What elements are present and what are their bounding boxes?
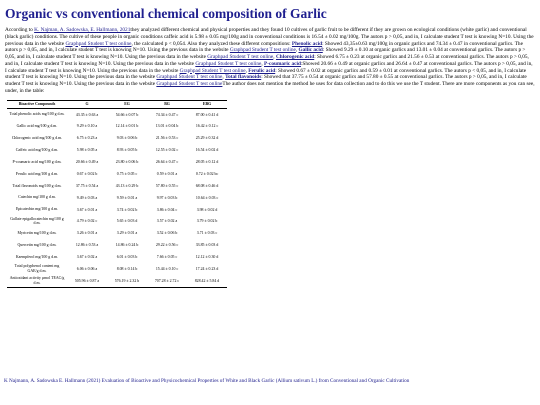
phenolic-text: : Showed 43,35±0.63 mg/100g in organic garlics and 74.34 ± 0.47 in conventional garlics. The autors p > 0,05, and in, I calculate student T test is knowing N=10. Using the previous data in the website: [5, 40, 523, 54]
ebg-cell: 828.42 ± 5.84 d: [187, 275, 227, 287]
g-cell: 12.86 ± 0.53 a: [75, 243, 99, 248]
ebg-cell: 25.29 ± 0.32 d: [195, 136, 219, 141]
g-cell: 505.96 ± 0.87 a: [67, 275, 107, 287]
eg-cell: 8.93 ± 0.05 b: [116, 148, 138, 153]
table-row: [7, 204, 227, 216]
g-cell: 3.67 ± 0.01 a: [76, 207, 98, 212]
compound-cell: Kaempferol mg/100 g d.m.: [15, 254, 59, 259]
compound-cell: Myricetin mg/100 g d.m.: [17, 231, 57, 236]
bg-cell: 12.55 ± 0.02 c: [155, 148, 179, 153]
compound-cell: Caffeic acid mg/100 g d.m.: [15, 147, 59, 152]
ebg-cell: 16.42 ± 0.12 c: [195, 124, 219, 129]
composition-table-wrapper: [7, 100, 535, 288]
bg-cell: 0.59 ± 0.01 a: [156, 171, 178, 176]
flavonoids-text: : Showed that 37.75 ± 0.54 at organic garlics and 57.80 ± 0.55 at conventional garlics. The autors p > 0,05, and in, I calculate student T test is knowing N=10. Using the previous data in the website: [5, 74, 527, 88]
g-cell: 37.75 ± 0.54 a: [75, 183, 99, 188]
compound-cell: Antioxidant activity µmol TEAC/g d.m.: [7, 275, 67, 287]
page-title: Organic vs conventional chemical composition of Garlic: [5, 6, 327, 21]
bg-cell: 13.01 ± 0.04 b: [155, 124, 179, 129]
ebg-cell: 16.54 ± 0.02 d: [195, 148, 219, 153]
table-header-row: [7, 100, 227, 108]
eg-cell: 576.19 ± 2.32 b: [107, 275, 147, 287]
t-test-link[interactable]: Graphpad Student T test online: [207, 54, 274, 61]
table-row: [7, 156, 227, 168]
table-row: [7, 192, 227, 204]
bg-cell: 3.52 ± 0.06 b: [156, 231, 178, 236]
t-test-link[interactable]: Graphpad Student T test online: [179, 67, 246, 74]
t-test-link[interactable]: Graphpad Student T test online: [195, 60, 262, 67]
compound-cell: Catechin mg/100 g d.m.: [18, 195, 56, 200]
table-row: [7, 275, 227, 287]
g-cell: 3.67 ± 0.02 a: [76, 255, 98, 260]
eg-cell: 5.65 ± 0.03 d: [116, 219, 138, 224]
g-cell: 20.66 ± 0.49 a: [75, 160, 99, 165]
ebg-cell: 3.79 ± 0.02 b: [196, 219, 218, 224]
bg-cell: 3.86 ± 0.04 c: [156, 207, 178, 212]
table-row: [7, 132, 227, 144]
table-row: [7, 180, 227, 192]
eg-cell: 9.03 ± 0.06 b: [116, 136, 138, 141]
table-row: [7, 216, 227, 228]
eg-cell: 43.13 ± 0.29 b: [115, 183, 139, 188]
table-row: [7, 251, 227, 263]
intro-paragraph: [5, 27, 535, 95]
ferulic-label: Ferulic acid: [248, 67, 276, 74]
compound-cell: Epicatechin mg/100 g d.m.: [15, 207, 59, 212]
table-row: [7, 108, 227, 120]
compound-cell: Total polyphenol content mg GAE/g d.m.: [14, 264, 60, 273]
g-cell: 0.67 ± 0.02 b: [76, 171, 98, 176]
pcoumaric-text: :Showed 20.66 ± 0.49 at organic garlics and 26.64 ± 0.47 at conventional garlics. The autors p > 0,05, and in, I calculate student T test is knowing N=10. Using the previous data in the website: [5, 60, 533, 74]
eg-cell: 3.29 ± 0.01 a: [116, 231, 138, 236]
eg-cell: 23.80 ± 0.06 b: [115, 160, 139, 165]
separator: ,: [295, 47, 299, 54]
bg-cell: 21.56 ± 0.53 c: [155, 136, 179, 141]
g-cell: 3.26 ± 0.01 a: [76, 231, 98, 236]
compound-cell: Total flavonoids mg/100 g d.m.: [12, 183, 62, 188]
header-ebg: EBG: [187, 100, 227, 108]
compound-cell: Gallic acid mg/100 g d.m.: [16, 124, 58, 129]
ferulic-text: : Showed 0.67 ± 0.02 at organic garlics and 0.59 ± 0.01 at conventional garlics. The autors p < 0,05, and in, I calculate student T test is knowing N=10. Using the previous data in the website: [5, 67, 527, 81]
header-bg: BG: [147, 100, 187, 108]
bg-cell: 707.28 ± 2.72 c: [147, 275, 187, 287]
t-test-link[interactable]: Graphpad Student T test online: [156, 81, 223, 88]
table-row: [7, 144, 227, 156]
table-row: [7, 121, 227, 133]
flavonoids-label: Total flavonoids: [225, 74, 262, 81]
header-g: G: [67, 100, 107, 108]
compound-cell: P-coumaric acid mg/100 g d.m.: [12, 159, 62, 164]
intro-text: According to: [5, 27, 35, 33]
separator: ,: [273, 54, 276, 61]
bg-cell: 7.66 ± 0.05 c: [156, 255, 178, 260]
g-cell: 6.75 ± 0.23 a: [76, 136, 98, 141]
header-eg: EG: [107, 100, 147, 108]
table-body: [7, 108, 227, 287]
eg-cell: 3.74 ± 0.02 b: [116, 207, 138, 212]
bg-cell: 57.80 ± 0.55 c: [155, 183, 179, 188]
ebg-cell: 33.85 ± 0.03 d: [195, 243, 219, 248]
eg-cell: 6.01 ± 0.03 b: [116, 255, 138, 260]
intro-text: they analyzed different chemical and physical properties and they found 10 cultives of garlic fruit to be different if they are grown on ecological conditions (white garlic) and conventional (black garlic) conditions. The cultive of these people in organic conditions caffeic acid is 5.98 ± 0.05 mg/100g and in conventional conditions is 16.54 ± 0.02 mg/100g. The autors p > 0,05, and in, I calculate student T test is knowing N=10. Using the previous data in the website: [5, 27, 534, 47]
reference-link[interactable]: K. Najman, A. Sadowska, E. Hallmann, 2021: [34, 27, 131, 33]
bg-cell: 3.57 ± 0.02 a: [156, 219, 178, 224]
table-row: [7, 263, 227, 275]
pcoumaric-label: P-coumaric acid: [264, 60, 301, 67]
ebg-cell: 3.71 ± 0.03 c: [196, 231, 218, 236]
compound-cell: Gallate epigallocatechin mg/100 g d.m.: [10, 216, 64, 226]
bg-cell: 9.97 ± 0.03 b: [156, 195, 178, 200]
g-cell: 5.98 ± 0.05 a: [76, 148, 98, 153]
citation-footer: K Najmann, A. Sadowska E. Hallmann (2021) Evaluation of Bioactive and Physicochemical Properties of White and Black Garlic (Allium sativum L.) from Conventional and Organic Cultivation: [4, 378, 410, 384]
separator: ,: [245, 67, 249, 74]
ebg-cell: 3.98 ± 0.02 d: [196, 207, 218, 212]
compound-cell: Chlorogenic acid mg/100 g d.m.: [11, 136, 63, 141]
compound-cell: Ferulic acid mg/100 g d.m.: [15, 171, 59, 176]
t-test-link[interactable]: Graphpad Student T test online: [65, 40, 132, 47]
eg-cell: 54.66 ± 0.07 b: [115, 112, 139, 117]
t-test-link[interactable]: Graphpad Student T test online: [229, 47, 296, 54]
g-cell: 6.06 ± 0.06 a: [76, 266, 98, 271]
composition-table: [7, 100, 227, 288]
separator: ,: [261, 60, 265, 67]
bg-cell: 15.44 ± 0.10 c: [155, 266, 179, 271]
ebg-cell: 87.00 ± 0.41 d: [195, 112, 219, 117]
separator: ,: [222, 74, 226, 81]
g-cell: 43.35 ± 0.63 a: [75, 112, 99, 117]
ebg-cell: 17.24 ± 0.23 d: [195, 266, 219, 271]
gallic-text: : Showed 9.29 ± 0.10 at organic garlics and 13.01 ± 0.04 at conventional garlics. The autors p > 0,05, and in, I calculate student T test is knowing N=10. Using the previous data in the website: [5, 47, 526, 61]
t-test-link[interactable]: Graphpad Student T test online: [156, 74, 223, 81]
ebg-cell: 68.08 ± 0.46 d: [195, 183, 219, 188]
ebg-cell: 10.64 ± 0.03 c: [195, 195, 219, 200]
table-row: [7, 239, 227, 251]
ebg-cell: 28.05 ± 0.12 d: [195, 160, 219, 165]
g-cell: 4.79 ± 0.02 c: [76, 219, 98, 224]
ebg-cell: 0.72 ± 0.02 bc: [195, 171, 219, 176]
chlorogenic-text: : Showed 6.75 ± 0.23 at organic garlics and 21.56 ± 0.53 at conventional garlics. The autors p > 0,05, and in, I calculate student T test is knowing N=10. Using the previous data in the website: [5, 54, 529, 67]
eg-cell: 14.86 ± 0.24 b: [115, 243, 139, 248]
header-compound: Bioactive Compounds: [7, 100, 67, 108]
eg-cell: 12.14 ± 0.01 b: [115, 124, 139, 129]
compound-cell: Total phenolic acids mg/100 g d.m.: [9, 112, 65, 117]
intro-text: , the calculated p < 0,054. Also they analyzed these different compositions:: [131, 40, 292, 47]
compound-cell: Quercetin mg/100 g d.m.: [17, 242, 57, 247]
table-row: [7, 227, 227, 239]
g-cell: 9.49 ± 0.03 a: [76, 195, 98, 200]
bg-cell: 26.64 ± 0.47 c: [155, 160, 179, 165]
bg-cell: 29.22 ± 0.56 c: [155, 243, 179, 248]
bg-cell: 74.34 ± 0.47 c: [155, 112, 179, 117]
ebg-cell: 12.12 ± 0.30 d: [195, 255, 219, 260]
eg-cell: 8.08 ± 0.14 b: [116, 266, 138, 271]
eg-cell: 0.75 ± 0.05 c: [116, 171, 138, 176]
g-cell: 9.29 ± 0.10 a: [76, 124, 98, 129]
table-row: [7, 168, 227, 180]
eg-cell: 9.59 ± 0.01 a: [116, 195, 138, 200]
phenolic-label: Phenolic acid: [291, 40, 323, 47]
gallic-label: Gallic acid: [298, 47, 323, 54]
ending-text: The author does not mention the method he uses for data collection and to do this we use the T student. There are more components as you can see, under, in the table:: [5, 81, 535, 94]
chlorogenic-label: Chlorogenic acid: [275, 54, 315, 61]
